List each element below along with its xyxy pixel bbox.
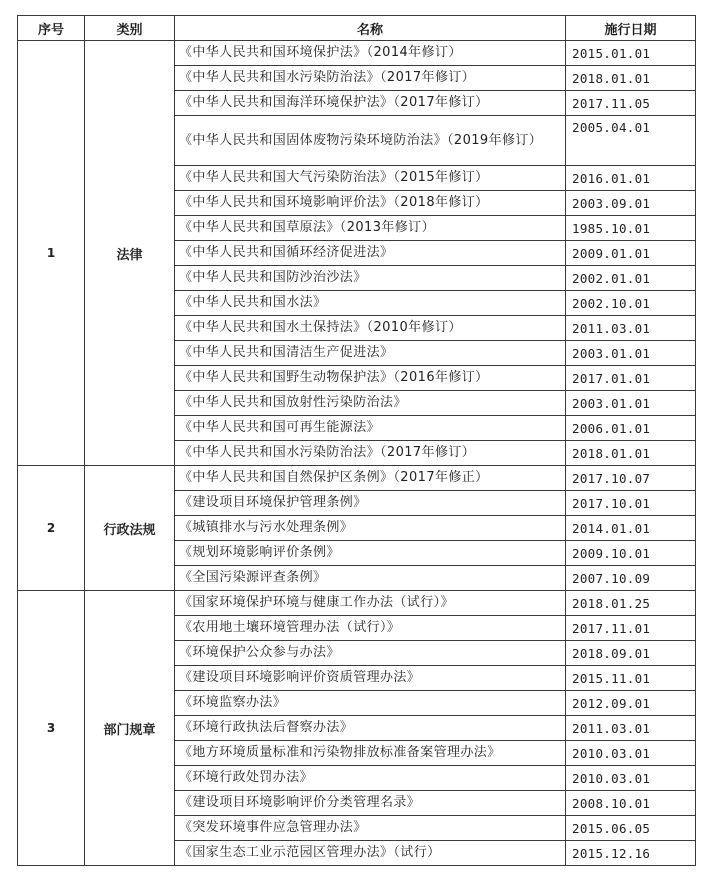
effective-date-cell: 2015.01.01 — [566, 41, 696, 66]
effective-date-cell: 2017.10.01 — [566, 491, 696, 516]
regulation-name-cell: 《建设项目环境影响评价资质管理办法》 — [175, 666, 566, 691]
table-row — [18, 466, 696, 491]
regulation-name-cell: 《环境保护公众参与办法》 — [175, 641, 566, 666]
regulation-name-cell: 《国家环境保护环境与健康工作办法（试行）》 — [175, 591, 566, 616]
effective-date-cell: 2017.10.07 — [566, 466, 696, 491]
group-seq-cell: 2 — [18, 466, 85, 591]
effective-date-cell: 1985.10.01 — [566, 216, 696, 241]
table-row — [18, 591, 696, 616]
effective-date-cell: 2012.09.01 — [566, 691, 696, 716]
header-category: 类别 — [85, 16, 175, 41]
regulation-name-cell: 《中华人民共和国水土保持法》（2010年修订） — [175, 316, 566, 341]
effective-date-cell: 2002.10.01 — [566, 291, 696, 316]
regulation-name-cell: 《环境行政执法后督察办法》 — [175, 716, 566, 741]
regulation-name-cell: 《中华人民共和国防沙治沙法》 — [175, 266, 566, 291]
regulation-name-cell: 《中华人民共和国自然保护区条例》（2017年修正） — [175, 466, 566, 491]
regulation-name-cell: 《环境行政处罚办法》 — [175, 766, 566, 791]
effective-date-cell: 2011.03.01 — [566, 316, 696, 341]
effective-date-cell: 2016.01.01 — [566, 166, 696, 191]
group-category-cell: 行政法规 — [85, 466, 175, 591]
regulation-name-cell: 《环境监察办法》 — [175, 691, 566, 716]
effective-date-cell: 2018.01.01 — [566, 66, 696, 91]
effective-date-cell: 2017.11.05 — [566, 91, 696, 116]
effective-date-cell: 2003.01.01 — [566, 391, 696, 416]
group-category-cell: 法律 — [85, 41, 175, 466]
header-name: 名称 — [175, 16, 566, 41]
regulation-name-cell: 《建设项目环境影响评价分类管理名录》 — [175, 791, 566, 816]
effective-date-cell: 2014.01.01 — [566, 516, 696, 541]
regulation-name-cell: 《中华人民共和国可再生能源法》 — [175, 416, 566, 441]
effective-date-cell: 2015.11.01 — [566, 666, 696, 691]
effective-date-cell: 2005.04.01 — [566, 116, 696, 166]
regulation-name-cell: 《中华人民共和国野生动物保护法》（2016年修订） — [175, 366, 566, 391]
group-seq-cell: 1 — [18, 41, 85, 466]
header-date: 施行日期 — [566, 16, 696, 41]
regulation-name-cell: 《建设项目环境保护管理条例》 — [175, 491, 566, 516]
effective-date-cell: 2008.10.01 — [566, 791, 696, 816]
table-body — [18, 41, 696, 866]
regulation-name-cell: 《中华人民共和国大气污染防治法》（2015年修订） — [175, 166, 566, 191]
regulation-name-cell: 《中华人民共和国水污染防治法》（2017年修订） — [175, 66, 566, 91]
group-category-cell: 部门规章 — [85, 591, 175, 866]
effective-date-cell: 2011.03.01 — [566, 716, 696, 741]
effective-date-cell: 2017.01.01 — [566, 366, 696, 391]
regulation-name-cell: 《中华人民共和国循环经济促进法》 — [175, 241, 566, 266]
regulation-name-cell: 《突发环境事件应急管理办法》 — [175, 816, 566, 841]
regulation-name-cell: 《中华人民共和国水污染防治法》（2017年修订） — [175, 441, 566, 466]
effective-date-cell: 2010.03.01 — [566, 741, 696, 766]
regulation-name-cell: 《中华人民共和国草原法》（2013年修订） — [175, 216, 566, 241]
effective-date-cell: 2018.01.01 — [566, 441, 696, 466]
regulation-name-cell: 《中华人民共和国固体废物污染环境防治法》（2019年修订） — [175, 116, 566, 166]
effective-date-cell: 2017.11.01 — [566, 616, 696, 641]
effective-date-cell: 2006.01.01 — [566, 416, 696, 441]
effective-date-cell: 2018.01.25 — [566, 591, 696, 616]
regulation-name-cell: 《中华人民共和国环境保护法》（2014年修订） — [175, 41, 566, 66]
effective-date-cell: 2009.01.01 — [566, 241, 696, 266]
effective-date-cell: 2015.12.16 — [566, 841, 696, 866]
regulation-name-cell: 《农用地土壤环境管理办法（试行）》 — [175, 616, 566, 641]
table-header-row — [18, 16, 696, 41]
effective-date-cell: 2018.09.01 — [566, 641, 696, 666]
effective-date-cell: 2010.03.01 — [566, 766, 696, 791]
effective-date-cell: 2003.01.01 — [566, 341, 696, 366]
effective-date-cell: 2002.01.01 — [566, 266, 696, 291]
regulation-name-cell: 《地方环境质量标准和污染物排放标准备案管理办法》 — [175, 741, 566, 766]
effective-date-cell: 2007.10.09 — [566, 566, 696, 591]
regulation-name-cell: 《国家生态工业示范园区管理办法》（试行） — [175, 841, 566, 866]
regulation-name-cell: 《中华人民共和国放射性污染防治法》 — [175, 391, 566, 416]
header-seq: 序号 — [18, 16, 85, 41]
regulation-name-cell: 《中华人民共和国清洁生产促进法》 — [175, 341, 566, 366]
table-row — [18, 41, 696, 66]
effective-date-cell: 2009.10.01 — [566, 541, 696, 566]
group-seq-cell: 3 — [18, 591, 85, 866]
regulation-name-cell: 《中华人民共和国水法》 — [175, 291, 566, 316]
regulations-table — [17, 15, 696, 866]
effective-date-cell: 2015.06.05 — [566, 816, 696, 841]
regulation-name-cell: 《全国污染源评查条例》 — [175, 566, 566, 591]
regulation-name-cell: 《中华人民共和国环境影响评价法》（2018年修订） — [175, 191, 566, 216]
effective-date-cell: 2003.09.01 — [566, 191, 696, 216]
regulation-name-cell: 《规划环境影响评价条例》 — [175, 541, 566, 566]
regulation-name-cell: 《城镇排水与污水处理条例》 — [175, 516, 566, 541]
regulation-name-cell: 《中华人民共和国海洋环境保护法》（2017年修订） — [175, 91, 566, 116]
